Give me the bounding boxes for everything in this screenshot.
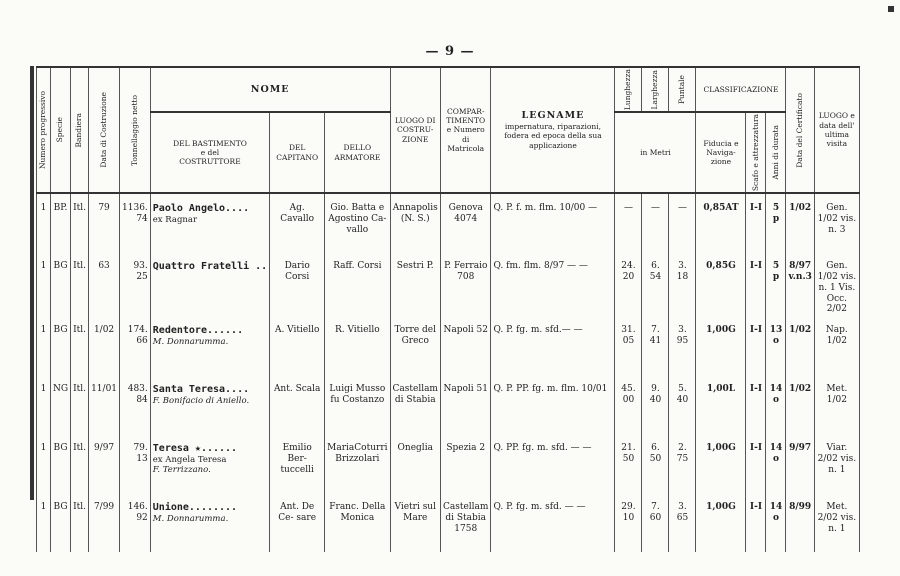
cell-ship [150, 375, 269, 434]
cell-specie: NG [51, 375, 71, 434]
header-in-metri: in Metri [615, 112, 696, 193]
cell-num: 1 [37, 434, 51, 493]
header-anni: Anni di durata [766, 112, 786, 193]
cell-armatore: Raff. Corsi [325, 252, 390, 316]
ship-builder: M. Donnarumma. [152, 337, 229, 348]
ship-former-name: ex Ragnar [152, 215, 198, 226]
cell-anni: 5 p [766, 252, 786, 316]
cell-comp: Castellam di Stabia 1758 [440, 493, 490, 552]
cell-comp: Napoli 51 [440, 375, 490, 434]
cell-scafo: I-I [746, 493, 766, 552]
cell-data: 1/02 [89, 316, 120, 375]
cell-cert: 1/02 [786, 316, 814, 375]
cell-scafo: I-I [746, 434, 766, 493]
ship-name: Unione........ [152, 502, 238, 514]
cell-tonn: 93. 25 [120, 252, 151, 316]
cell-capitano: Emilio Ber- tuccelli [270, 434, 325, 493]
corner-mark [888, 6, 894, 12]
cell-ship [150, 316, 269, 375]
cell-data: 79 [89, 193, 120, 252]
cell-luogo: Annapolis (N. S.) [390, 193, 440, 252]
cell-data: 7/99 [89, 493, 120, 552]
cell-luogo: Torre del Greco [390, 316, 440, 375]
cell-specie: BG [51, 434, 71, 493]
cell-legname: Q. P. f. m. flm. 10/00 — [491, 193, 615, 252]
header-data-certificato: Data del Certificato [786, 67, 814, 193]
cell-lung: 31. 05 [615, 316, 642, 375]
header-armatore: DELLO ARMATORE [325, 112, 390, 193]
cell-cert: 1/02 [786, 375, 814, 434]
cell-larg: — [642, 193, 669, 252]
cell-cert: 8/97 v.n.3 [786, 252, 814, 316]
cell-anni: 5 p [766, 193, 786, 252]
cell-armatore: Franc. Della Monica [325, 493, 390, 552]
cell-punt: 2. 75 [669, 434, 696, 493]
cell-larg: 7. 41 [642, 316, 669, 375]
cell-num: 1 [37, 193, 51, 252]
cell-capitano: Ant. De Ce- sare [270, 493, 325, 552]
cell-specie: BG [51, 252, 71, 316]
cell-armatore: Luigi Musso fu Costanzo [325, 375, 390, 434]
cell-visita: Met. 1/02 [814, 375, 859, 434]
cell-lung: — [615, 193, 642, 252]
cell-cert: 8/99 [786, 493, 814, 552]
cell-lung: 45. 00 [615, 375, 642, 434]
cell-specie: BP. [51, 193, 71, 252]
cell-legname: Q. P. PP. fg. m. flm. 10/01 [491, 375, 615, 434]
header-bastimento: DEL BASTIMENTO e del COSTRUTTORE [150, 112, 269, 193]
cell-data: 9/97 [89, 434, 120, 493]
cell-anni: 13 o [766, 316, 786, 375]
ship-register-table [36, 66, 860, 552]
header-numero: Numero progressivo [37, 67, 51, 193]
ship-builder: F. Bonifacio di Aniello. [152, 396, 250, 407]
cell-fiducia: 1,00L [696, 375, 746, 434]
table-row [37, 375, 860, 434]
header-capitano: DEL CAPITANO [270, 112, 325, 193]
header-luogo-visita: LUOGO e data dell' ultima visita [814, 67, 859, 193]
cell-fiducia: 1,00G [696, 316, 746, 375]
page-number: — 9 — [425, 44, 475, 59]
cell-scafo: I-I [746, 316, 766, 375]
header-data-costruzione: Data di Costruzione [89, 67, 120, 193]
header-bandiera: Bandiera [71, 67, 89, 193]
cell-armatore: R. Vitiello [325, 316, 390, 375]
header-lunghezza: Lunghezza [615, 67, 642, 112]
cell-comp: Genova 4074 [440, 193, 490, 252]
cell-comp: P. Ferraio 708 [440, 252, 490, 316]
cell-fiducia: 1,00G [696, 434, 746, 493]
cell-luogo: Oneglia [390, 434, 440, 493]
cell-legname: Q. PP. fg. m. sfd. — — [491, 434, 615, 493]
ship-name: Teresa ★...... [152, 443, 238, 455]
ship-former-name: ex Angela Teresa [152, 455, 227, 466]
header-scafo: Scafo e attrezzatura [746, 112, 766, 193]
ship-builder: M. Donnarumma. [152, 514, 229, 525]
cell-num: 1 [37, 375, 51, 434]
cell-band: Itl. [71, 434, 89, 493]
cell-data: 63 [89, 252, 120, 316]
cell-ship [150, 493, 269, 552]
header-classificazione: CLASSIFICAZIONE [696, 67, 786, 112]
cell-anni: 14 o [766, 434, 786, 493]
header-luogo-costruzione: LUOGO DI COSTRU- ZIONE [390, 67, 440, 193]
cell-legname: Q. P. fg. m. sfd. — — [491, 493, 615, 552]
cell-punt: 3. 95 [669, 316, 696, 375]
cell-legname: Q. P. fg. m. sfd.— — [491, 316, 615, 375]
cell-punt: 3. 65 [669, 493, 696, 552]
cell-specie: BG [51, 493, 71, 552]
cell-lung: 24. 20 [615, 252, 642, 316]
header-larghezza: Larghezza [642, 67, 669, 112]
cell-tonn: 174. 66 [120, 316, 151, 375]
cell-ship [150, 434, 269, 493]
header-tonnellaggio: Tonnellaggio netto [120, 67, 151, 193]
cell-luogo: Vietri sul Mare [390, 493, 440, 552]
cell-lung: 29. 10 [615, 493, 642, 552]
cell-comp: Spezia 2 [440, 434, 490, 493]
cell-scafo: I-I [746, 193, 766, 252]
cell-legname: Q. fm. flm. 8/97 — — [491, 252, 615, 316]
ship-name: Paolo Angelo.... [152, 203, 250, 215]
cell-ship [150, 193, 269, 252]
cell-cert: 9/97 [786, 434, 814, 493]
cell-punt: — [669, 193, 696, 252]
cell-visita: Gen. 1/02 vis. n. 3 [814, 193, 859, 252]
cell-fiducia: 0,85G [696, 252, 746, 316]
header-nome: NOME [150, 67, 390, 112]
ship-name: Redentore...... [152, 325, 244, 337]
cell-anni: 14 o [766, 375, 786, 434]
cell-band: Itl. [71, 252, 89, 316]
binding-rule [30, 66, 34, 500]
cell-tonn: 146. 92 [120, 493, 151, 552]
table-row [37, 434, 860, 493]
cell-armatore: MariaCoturri Brizzolari [325, 434, 390, 493]
table-row [37, 493, 860, 552]
cell-fiducia: 1,00G [696, 493, 746, 552]
ship-name: Santa Teresa.... [152, 384, 250, 396]
cell-visita: Viar. 2/02 vis. n. 1 [814, 434, 859, 493]
cell-tonn: 79. 13 [120, 434, 151, 493]
cell-num: 1 [37, 252, 51, 316]
cell-tonn: 483. 84 [120, 375, 151, 434]
cell-armatore: Gio. Batta e Agostino Ca- vallo [325, 193, 390, 252]
ship-builder: F. Terrizzano. [152, 465, 211, 476]
cell-capitano: Dario Corsi [270, 252, 325, 316]
cell-luogo: Castellam di Stabia [390, 375, 440, 434]
cell-band: Itl. [71, 193, 89, 252]
cell-capitano: Ag. Cavallo [270, 193, 325, 252]
cell-comp: Napoli 52 [440, 316, 490, 375]
cell-larg: 7. 60 [642, 493, 669, 552]
cell-fiducia: 0,85AT [696, 193, 746, 252]
cell-num: 1 [37, 316, 51, 375]
header-compartimento: COMPAR- TIMENTO e Numero di Matricola [440, 67, 490, 193]
cell-luogo: Sestri P. [390, 252, 440, 316]
cell-data: 11/01 [89, 375, 120, 434]
header-specie: Specie [51, 67, 71, 193]
cell-scafo: I-I [746, 252, 766, 316]
header-puntale: Puntale [669, 67, 696, 112]
cell-anni: 14 o [766, 493, 786, 552]
cell-lung: 21. 50 [615, 434, 642, 493]
cell-band: Itl. [71, 375, 89, 434]
register-body [37, 193, 860, 552]
cell-larg: 6. 54 [642, 252, 669, 316]
cell-visita: Nap. 1/02 [814, 316, 859, 375]
cell-band: Itl. [71, 493, 89, 552]
table-row [37, 193, 860, 252]
cell-capitano: A. Vitiello [270, 316, 325, 375]
header-fiducia: Fiducia e Naviga- zione [696, 112, 746, 193]
cell-punt: 5. 40 [669, 375, 696, 434]
cell-specie: BG [51, 316, 71, 375]
cell-ship [150, 252, 269, 316]
cell-larg: 9. 40 [642, 375, 669, 434]
table-row [37, 316, 860, 375]
table-row [37, 252, 860, 316]
cell-scafo: I-I [746, 375, 766, 434]
cell-larg: 6. 50 [642, 434, 669, 493]
cell-punt: 3. 18 [669, 252, 696, 316]
cell-tonn: 1136. 74 [120, 193, 151, 252]
cell-visita: Met. 2/02 vis. n. 1 [814, 493, 859, 552]
cell-num: 1 [37, 493, 51, 552]
cell-visita: Gen. 1/02 vis. n. 1 Vis. Occ. 2/02 [814, 252, 859, 316]
header-legname: LEGNAME impernatura, riparazioni, fodera ed epoca della sua applicazione [491, 67, 615, 193]
cell-capitano: Ant. Scala [270, 375, 325, 434]
cell-cert: 1/02 [786, 193, 814, 252]
cell-band: Itl. [71, 316, 89, 375]
ship-name: Quattro Fratelli .. [152, 261, 268, 273]
